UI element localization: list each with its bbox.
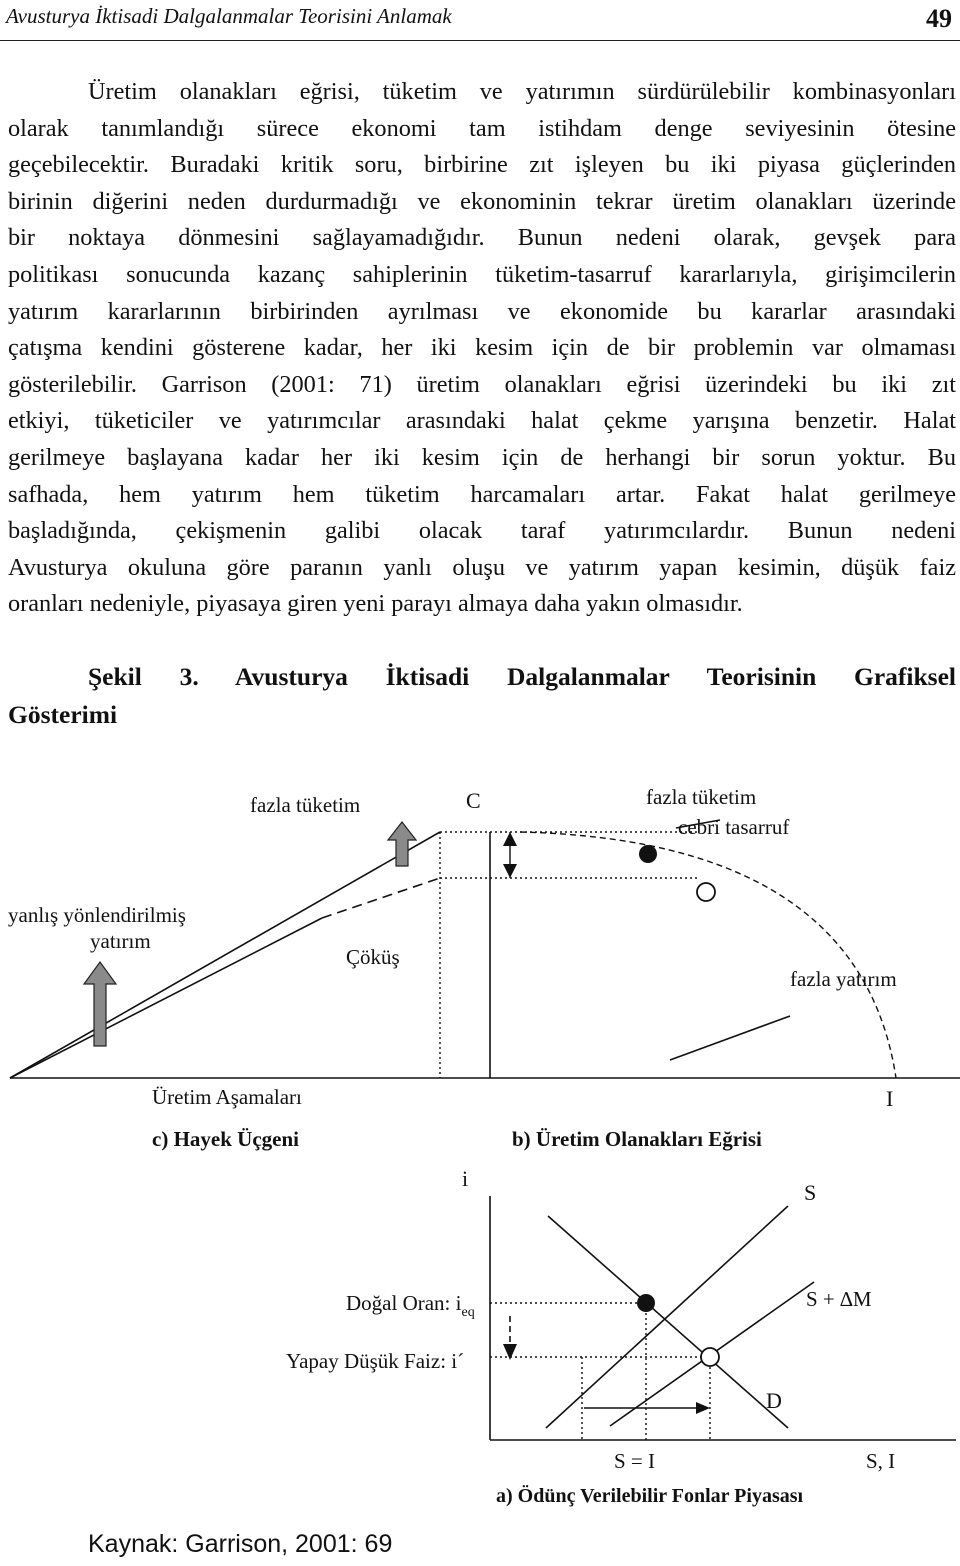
figure-caption-line: Şekil 3. Avusturya İktisadi Dalgalanmalar Teorisinin Grafiksel — [88, 662, 956, 691]
running-title: Avusturya İktisadi Dalgalanmalar Teorisini Anlamak — [6, 4, 452, 28]
label-cokus: Çöküş — [346, 945, 400, 969]
d-label: D — [766, 1388, 782, 1413]
artificial-rate-label: Yapay Düşük Faiz: i´ — [286, 1349, 465, 1373]
paragraph-line: etkiyi, tüketiciler ve yatırımcılar arasındaki halat çekme yarışına benzetir. Halat — [8, 407, 956, 435]
body-paragraph — [8, 74, 956, 623]
label-uretim-asamalari: Üretim Aşamaları — [152, 1085, 302, 1109]
paragraph-line: birinin diğerini neden durdurmadığı ve ekonominin tekrar üretim olanakları üzerinde — [8, 187, 956, 215]
paragraph-line: safhada, hem yatırım hem tüketim harcamaları artar. Fakat halat gerilmeye — [8, 480, 956, 508]
s-plus-dm-label: S + ∆M — [806, 1287, 872, 1311]
equilibrium-point — [637, 1294, 655, 1312]
paragraph-line: Üretim olanakları eğrisi, tüketim ve yatırımın sürdürülebilir kombinasyonları — [88, 78, 956, 105]
label-cebri-tasarruf: cebri tasarruf — [678, 815, 790, 839]
disequilibrium-point — [701, 1348, 719, 1366]
i-axis-upper-label: I — [886, 1086, 894, 1111]
label-yatirim: yatırım — [90, 929, 151, 953]
collapse-dashed-line — [322, 878, 440, 918]
ppf-panel — [466, 785, 897, 1151]
label-fazla-tuketim-right: fazla tüketim — [646, 785, 757, 809]
paragraph-line: gerilmeye başlayana kadar her iki kesim için de herhangi bir sorun yoktur. Bu — [8, 443, 956, 471]
arrow-right-icon — [696, 1402, 710, 1414]
paragraph-line: olarak tanımlandığı sürece ekonomi tam istihdam denge seviyesinin ötesine — [8, 114, 956, 142]
paragraph-line: Avusturya okuluna göre paranın yanlı oluşu ve yatırım yapan kesimin, düşük faiz — [8, 553, 956, 581]
supply-curve — [546, 1206, 788, 1428]
page-number: 49 — [926, 4, 952, 33]
loanable-funds-panel — [286, 1166, 956, 1507]
garrison-figure — [0, 770, 960, 1530]
paragraph-line: politikası sonucunda kazanç sahiplerinin tüketim-tasarruf kararlarıyla, girişimcilerin — [8, 260, 956, 288]
paragraph-line: başladığında, çekişmenin galibi olacak taraf yatırımcılardır. Bunun nedeni — [8, 517, 956, 545]
annotation-pointer — [670, 1016, 790, 1060]
s-equals-i-label: S = I — [614, 1449, 656, 1473]
label-yanlis-yonlendirilmis: yanlış yönlendirilmiş — [8, 903, 186, 927]
page-header — [0, 0, 960, 41]
paragraph-line: bir noktaya dönmesini sağlayamadığıdır. Bunun nedeni olarak, gevşek para — [8, 224, 956, 252]
figure-caption — [8, 658, 956, 734]
paragraph-line: çatışma kendini gösterene kadar, her iki kesim için de bir problemin var olmaması — [8, 334, 956, 362]
arrow-up-icon — [503, 832, 517, 846]
natural-rate-main: Doğal Oran: i — [346, 1291, 462, 1315]
label-fazla-yatirim: fazla yatırım — [790, 967, 897, 991]
arrow-down-icon — [503, 864, 517, 878]
hayek-triangle-title: c) Hayek Üçgeni — [152, 1127, 299, 1151]
ppf-title: b) Üretim Olanakları Eğrisi — [512, 1127, 762, 1151]
i-axis-label: i — [462, 1166, 469, 1191]
source-note: Kaynak: Garrison, 2001: 69 — [88, 1530, 393, 1558]
natural-rate-label — [346, 1291, 475, 1320]
ppf-curve — [520, 832, 896, 1078]
c-axis-label: C — [466, 788, 481, 813]
s-i-axis-label: S, I — [866, 1449, 896, 1473]
demand-curve — [548, 1216, 788, 1428]
loanable-funds-title: a) Ödünç Verilebilir Fonlar Piyasası — [496, 1485, 804, 1507]
paragraph-line: oranları nedeniyle, piyasaya giren yeni parayı almaya daha yakın olmasıdır. — [8, 590, 743, 618]
label-fazla-tuketim-left: fazla tüketim — [250, 793, 361, 817]
point-filled — [639, 845, 657, 863]
triangle-hypotenuse-lower — [10, 918, 322, 1078]
natural-rate-subscript: eq — [461, 1305, 475, 1320]
paragraph-line: gösterilebilir. Garrison (2001: 71) üretim olanakları eğrisi üzerindeki bu iki zıt — [8, 370, 956, 398]
figure-caption-line: Gösterimi — [8, 700, 118, 729]
s-label: S — [804, 1180, 817, 1205]
point-hollow — [697, 883, 715, 901]
paragraph-line: yatırım kararlarının birbirinden ayrılması ve ekonomide bu kararlar arasındaki — [8, 297, 956, 325]
paragraph-line: geçebilecektir. Buradaki kritik soru, birbirine zıt işleyen bu iki piyasa güçlerinden — [8, 151, 956, 179]
